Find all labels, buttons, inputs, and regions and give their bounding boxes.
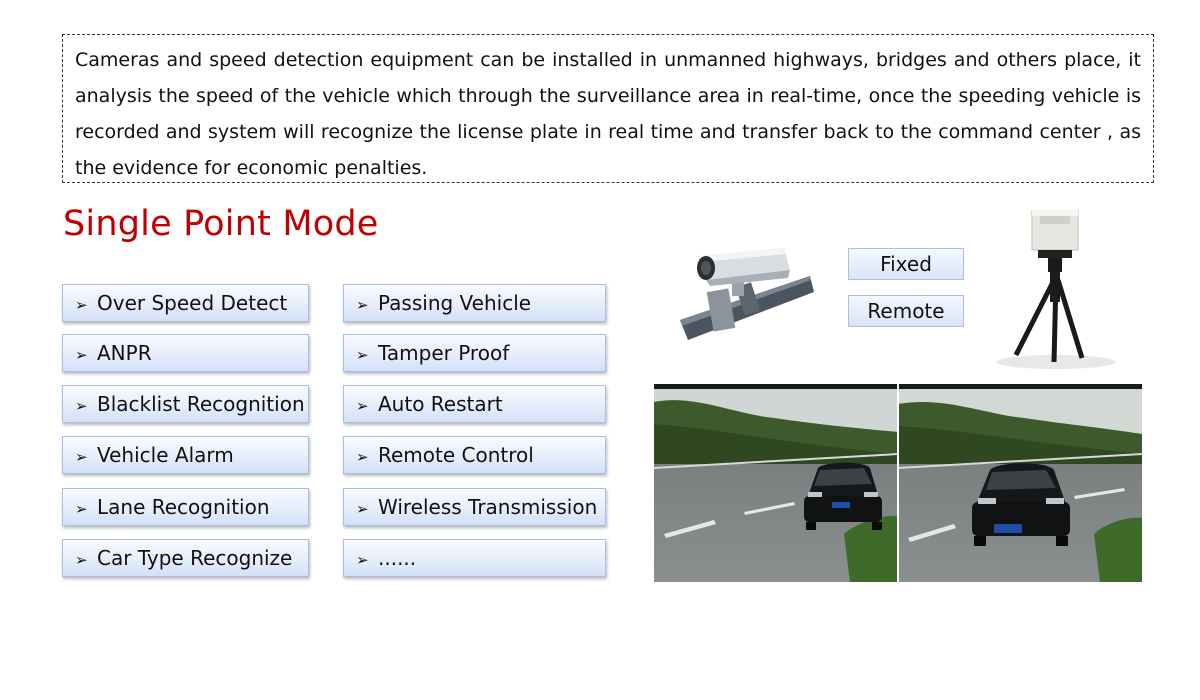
section-title: Single Point Mode <box>63 204 379 244</box>
feature-anpr <box>62 334 309 372</box>
feature-label: Passing Vehicle <box>378 291 532 315</box>
feature-wireless-transmission <box>343 488 606 526</box>
bullet-arrow-icon: ➢ <box>75 500 88 518</box>
feature-vehicle-alarm <box>62 436 309 474</box>
feature-label: Lane Recognition <box>97 495 270 519</box>
bullet-arrow-icon: ➢ <box>75 346 88 364</box>
feature-tamper-proof <box>343 334 606 372</box>
feature-label: Remote Control <box>378 443 534 467</box>
bullet-arrow-icon: ➢ <box>75 296 88 314</box>
feature-label: ANPR <box>97 341 152 365</box>
feature-label: ...... <box>378 546 417 570</box>
capture-frame-right <box>898 384 1142 582</box>
feature-car-type-recognize <box>62 539 309 577</box>
feature-label: Auto Restart <box>378 392 503 416</box>
tripod-camera-image <box>990 210 1122 370</box>
feature-label: Wireless Transmission <box>378 495 598 519</box>
intro-paragraph: Cameras and speed detection equipment can be installed in unmanned highways, bridges and others place, it analysis the speed of the vehicle which through the surveillance area in real-time, once the speeding vehicle is recorded and system will recognize the license plate in real time and transfer back to the command center , as the evidence for economic penalties. <box>62 34 1154 183</box>
feature-label: Tamper Proof <box>378 341 510 365</box>
feature-label: Car Type Recognize <box>97 546 293 570</box>
bullet-arrow-icon: ➢ <box>356 397 369 415</box>
remote-mode-tag: Remote <box>848 295 964 327</box>
feature-more <box>343 539 606 577</box>
bullet-arrow-icon: ➢ <box>356 296 369 314</box>
bullet-arrow-icon: ➢ <box>356 346 369 364</box>
feature-label: Over Speed Detect <box>97 291 288 315</box>
bullet-arrow-icon: ➢ <box>356 448 369 466</box>
feature-label: Blacklist Recognition <box>97 392 305 416</box>
bullet-arrow-icon: ➢ <box>75 551 88 569</box>
bullet-arrow-icon: ➢ <box>75 397 88 415</box>
bullet-arrow-icon: ➢ <box>356 500 369 518</box>
capture-frame-left <box>654 384 898 582</box>
feature-lane-recognition <box>62 488 309 526</box>
feature-auto-restart <box>343 385 606 423</box>
feature-label: Vehicle Alarm <box>97 443 234 467</box>
fixed-mode-tag: Fixed <box>848 248 964 280</box>
feature-passing-vehicle <box>343 284 606 322</box>
feature-remote-control <box>343 436 606 474</box>
bullet-arrow-icon: ➢ <box>75 448 88 466</box>
bullet-arrow-icon: ➢ <box>356 551 369 569</box>
feature-over-speed-detect <box>62 284 309 322</box>
fixed-camera-image <box>680 240 815 344</box>
capture-photos-image <box>654 384 1142 582</box>
feature-blacklist-recognition <box>62 385 309 423</box>
